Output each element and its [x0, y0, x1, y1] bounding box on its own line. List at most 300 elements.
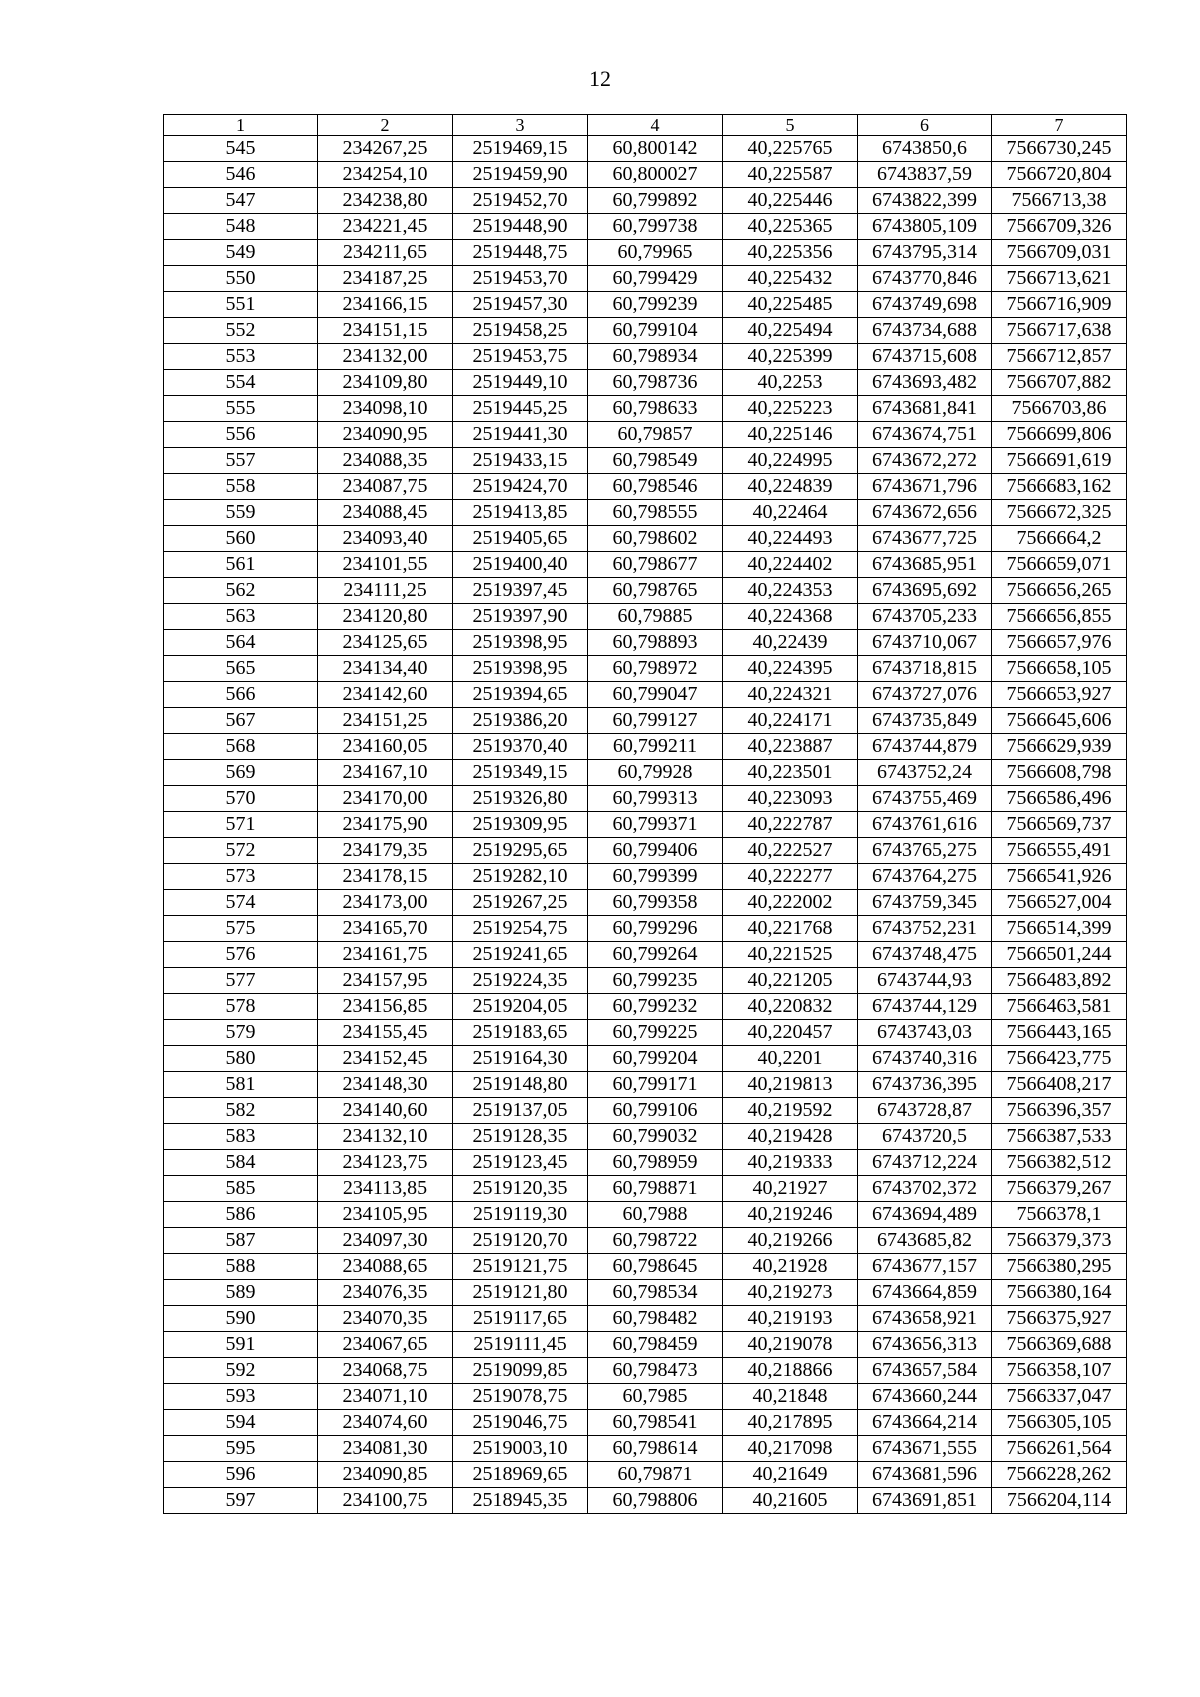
- table-cell: 6743671,796: [858, 474, 992, 500]
- table-row: [164, 1332, 1127, 1358]
- table-cell: 2519121,80: [453, 1280, 588, 1306]
- column-header: 3: [453, 115, 588, 136]
- table-row: [164, 370, 1127, 396]
- table-cell: 6743657,584: [858, 1358, 992, 1384]
- table-cell: 60,79871: [588, 1462, 723, 1488]
- table-cell: 577: [164, 968, 318, 994]
- table-cell: 6743805,109: [858, 214, 992, 240]
- table-row: [164, 942, 1127, 968]
- table-cell: 582: [164, 1098, 318, 1124]
- table-row: [164, 1202, 1127, 1228]
- table-row: [164, 1280, 1127, 1306]
- table-cell: 2519121,75: [453, 1254, 588, 1280]
- table-cell: 7566555,491: [992, 838, 1127, 864]
- table-header: [164, 115, 1127, 136]
- table-cell: 40,22439: [723, 630, 858, 656]
- table-cell: 6743681,841: [858, 396, 992, 422]
- table-row: [164, 188, 1127, 214]
- table-cell: 2519267,25: [453, 890, 588, 916]
- table-cell: 2519003,10: [453, 1436, 588, 1462]
- table-cell: 7566261,564: [992, 1436, 1127, 1462]
- column-header: 2: [318, 115, 453, 136]
- table-cell: 7566379,373: [992, 1228, 1127, 1254]
- table-cell: 548: [164, 214, 318, 240]
- table-cell: 563: [164, 604, 318, 630]
- table-cell: 6743694,489: [858, 1202, 992, 1228]
- table-cell: 7566672,325: [992, 500, 1127, 526]
- table-row: [164, 500, 1127, 526]
- table-cell: 568: [164, 734, 318, 760]
- table-cell: 7566712,857: [992, 344, 1127, 370]
- table-cell: 40,225485: [723, 292, 858, 318]
- table-cell: 234088,35: [318, 448, 453, 474]
- table-cell: 234211,65: [318, 240, 453, 266]
- table-cell: 40,22464: [723, 500, 858, 526]
- table-cell: 6743740,316: [858, 1046, 992, 1072]
- table-row: [164, 630, 1127, 656]
- table-cell: 6743705,233: [858, 604, 992, 630]
- table-cell: 234071,10: [318, 1384, 453, 1410]
- table-row: [164, 1176, 1127, 1202]
- table-cell: 234152,45: [318, 1046, 453, 1072]
- table-cell: 40,225146: [723, 422, 858, 448]
- table-cell: 60,799232: [588, 994, 723, 1020]
- table-cell: 234067,65: [318, 1332, 453, 1358]
- table-cell: 60,799429: [588, 266, 723, 292]
- table-cell: 6743736,395: [858, 1072, 992, 1098]
- table-cell: 7566709,326: [992, 214, 1127, 240]
- table-cell: 40,225432: [723, 266, 858, 292]
- page-number: 12: [589, 66, 611, 91]
- table-cell: 60,798893: [588, 630, 723, 656]
- table-row: [164, 448, 1127, 474]
- table-cell: 40,225587: [723, 162, 858, 188]
- table-cell: 7566463,581: [992, 994, 1127, 1020]
- table-cell: 589: [164, 1280, 318, 1306]
- table-cell: 6743734,688: [858, 318, 992, 344]
- table-cell: 7566501,244: [992, 942, 1127, 968]
- table-cell: 2519370,40: [453, 734, 588, 760]
- table-cell: 40,217098: [723, 1436, 858, 1462]
- table-cell: 596: [164, 1462, 318, 1488]
- table-cell: 7566305,105: [992, 1410, 1127, 1436]
- table-cell: 6743685,951: [858, 552, 992, 578]
- table-cell: 579: [164, 1020, 318, 1046]
- table-cell: 60,799104: [588, 318, 723, 344]
- table-cell: 2519282,10: [453, 864, 588, 890]
- table-cell: 2519119,30: [453, 1202, 588, 1228]
- table-cell: 571: [164, 812, 318, 838]
- table-cell: 60,798722: [588, 1228, 723, 1254]
- table-cell: 40,2201: [723, 1046, 858, 1072]
- table-cell: 6743710,067: [858, 630, 992, 656]
- table-cell: 6743744,879: [858, 734, 992, 760]
- table-cell: 6743685,82: [858, 1228, 992, 1254]
- table-cell: 60,798633: [588, 396, 723, 422]
- table-cell: 40,223501: [723, 760, 858, 786]
- table-cell: 234160,05: [318, 734, 453, 760]
- table-row: [164, 812, 1127, 838]
- table-cell: 234166,15: [318, 292, 453, 318]
- table-cell: 40,219246: [723, 1202, 858, 1228]
- table-cell: 7566716,909: [992, 292, 1127, 318]
- table-cell: 2519459,90: [453, 162, 588, 188]
- table-cell: 234134,40: [318, 656, 453, 682]
- table-cell: 592: [164, 1358, 318, 1384]
- table-cell: 40,224839: [723, 474, 858, 500]
- table-cell: 234167,10: [318, 760, 453, 786]
- table-cell: 7566382,512: [992, 1150, 1127, 1176]
- table-cell: 7566378,1: [992, 1202, 1127, 1228]
- table-cell: 40,219333: [723, 1150, 858, 1176]
- table-cell: 2519123,45: [453, 1150, 588, 1176]
- table-cell: 60,798602: [588, 526, 723, 552]
- table-cell: 40,217895: [723, 1410, 858, 1436]
- table-cell: 2519433,15: [453, 448, 588, 474]
- table-cell: 2519078,75: [453, 1384, 588, 1410]
- table-cell: 2519111,45: [453, 1332, 588, 1358]
- table-cell: 555: [164, 396, 318, 422]
- table-cell: 583: [164, 1124, 318, 1150]
- table-cell: 561: [164, 552, 318, 578]
- table-cell: 7566691,619: [992, 448, 1127, 474]
- table-cell: 2519445,25: [453, 396, 588, 422]
- table-cell: 40,222002: [723, 890, 858, 916]
- table-row: [164, 240, 1127, 266]
- table-cell: 40,224321: [723, 682, 858, 708]
- table-row: [164, 838, 1127, 864]
- table-cell: 234179,35: [318, 838, 453, 864]
- table-cell: 234148,30: [318, 1072, 453, 1098]
- table-cell: 6743755,469: [858, 786, 992, 812]
- table-cell: 594: [164, 1410, 318, 1436]
- table-cell: 547: [164, 188, 318, 214]
- table-cell: 6743677,725: [858, 526, 992, 552]
- table-cell: 7566569,737: [992, 812, 1127, 838]
- table-cell: 40,219273: [723, 1280, 858, 1306]
- table-cell: 2519424,70: [453, 474, 588, 500]
- table-cell: 574: [164, 890, 318, 916]
- table-cell: 60,799738: [588, 214, 723, 240]
- table-cell: 234165,70: [318, 916, 453, 942]
- table-cell: 60,798482: [588, 1306, 723, 1332]
- table-cell: 234187,25: [318, 266, 453, 292]
- table-cell: 40,223887: [723, 734, 858, 760]
- table-row: [164, 864, 1127, 890]
- table-cell: 234081,30: [318, 1436, 453, 1462]
- table-cell: 7566337,047: [992, 1384, 1127, 1410]
- table-cell: 40,222277: [723, 864, 858, 890]
- table-cell: 234151,25: [318, 708, 453, 734]
- table-cell: 2519394,65: [453, 682, 588, 708]
- table-cell: 6743850,6: [858, 136, 992, 162]
- table-cell: 7566683,162: [992, 474, 1127, 500]
- table-cell: 60,798541: [588, 1410, 723, 1436]
- table-cell: 2519469,15: [453, 136, 588, 162]
- table-cell: 2519120,70: [453, 1228, 588, 1254]
- table-cell: 60,79928: [588, 760, 723, 786]
- table-cell: 7566709,031: [992, 240, 1127, 266]
- table-cell: 40,224395: [723, 656, 858, 682]
- table-cell: 60,7985: [588, 1384, 723, 1410]
- table-cell: 234109,80: [318, 370, 453, 396]
- table-cell: 2519457,30: [453, 292, 588, 318]
- table-cell: 6743712,224: [858, 1150, 992, 1176]
- table-cell: 7566396,357: [992, 1098, 1127, 1124]
- table-row: [164, 1046, 1127, 1072]
- table-cell: 2519295,65: [453, 838, 588, 864]
- table-cell: 7566656,265: [992, 578, 1127, 604]
- table-cell: 2519137,05: [453, 1098, 588, 1124]
- table-row: [164, 1410, 1127, 1436]
- table-cell: 7566228,262: [992, 1462, 1127, 1488]
- table-cell: 234120,80: [318, 604, 453, 630]
- table-cell: 40,225765: [723, 136, 858, 162]
- table-cell: 565: [164, 656, 318, 682]
- table-cell: 6743664,214: [858, 1410, 992, 1436]
- table-cell: 6743691,851: [858, 1488, 992, 1514]
- table-row: [164, 1150, 1127, 1176]
- table-cell: 6743674,751: [858, 422, 992, 448]
- table-cell: 6743765,275: [858, 838, 992, 864]
- table-cell: 40,225494: [723, 318, 858, 344]
- table-cell: 40,219266: [723, 1228, 858, 1254]
- table-row: [164, 734, 1127, 760]
- table-cell: 554: [164, 370, 318, 396]
- table-cell: 7566387,533: [992, 1124, 1127, 1150]
- column-header: 5: [723, 115, 858, 136]
- table-cell: 2519398,95: [453, 656, 588, 682]
- table-cell: 2519120,35: [453, 1176, 588, 1202]
- table-cell: 234076,35: [318, 1280, 453, 1306]
- table-cell: 60,798645: [588, 1254, 723, 1280]
- table-row: [164, 1488, 1127, 1514]
- table-cell: 60,799235: [588, 968, 723, 994]
- table-cell: 234097,30: [318, 1228, 453, 1254]
- table-cell: 234090,95: [318, 422, 453, 448]
- table-cell: 6743695,692: [858, 578, 992, 604]
- table-cell: 6743677,157: [858, 1254, 992, 1280]
- table-cell: 40,222527: [723, 838, 858, 864]
- table-cell: 588: [164, 1254, 318, 1280]
- table-cell: 6743702,372: [858, 1176, 992, 1202]
- column-header: 6: [858, 115, 992, 136]
- coordinates-table: [163, 114, 1127, 1514]
- table-cell: 60,799892: [588, 188, 723, 214]
- table-cell: 7566653,927: [992, 682, 1127, 708]
- table-row: [164, 474, 1127, 500]
- table-cell: 40,220832: [723, 994, 858, 1020]
- table-cell: 7566204,114: [992, 1488, 1127, 1514]
- table-cell: 234161,75: [318, 942, 453, 968]
- table-row: [164, 422, 1127, 448]
- table-cell: 2519453,75: [453, 344, 588, 370]
- table-cell: 60,798459: [588, 1332, 723, 1358]
- table-cell: 545: [164, 136, 318, 162]
- table-cell: 60,798555: [588, 500, 723, 526]
- table-row: [164, 968, 1127, 994]
- table-row: [164, 604, 1127, 630]
- table-cell: 570: [164, 786, 318, 812]
- table-cell: 2519309,95: [453, 812, 588, 838]
- table-cell: 60,799171: [588, 1072, 723, 1098]
- table-cell: 40,224171: [723, 708, 858, 734]
- table-cell: 234111,25: [318, 578, 453, 604]
- table-cell: 60,799371: [588, 812, 723, 838]
- table-cell: 40,225399: [723, 344, 858, 370]
- table-row: [164, 682, 1127, 708]
- table-row: [164, 214, 1127, 240]
- table-cell: 7566659,071: [992, 552, 1127, 578]
- table-cell: 40,224368: [723, 604, 858, 630]
- table-cell: 595: [164, 1436, 318, 1462]
- table-cell: 234142,60: [318, 682, 453, 708]
- table-cell: 234068,75: [318, 1358, 453, 1384]
- table-cell: 549: [164, 240, 318, 266]
- table-cell: 234087,75: [318, 474, 453, 500]
- table-cell: 7566483,892: [992, 968, 1127, 994]
- table-cell: 2519148,80: [453, 1072, 588, 1098]
- table-cell: 60,798546: [588, 474, 723, 500]
- table-cell: 2519448,75: [453, 240, 588, 266]
- table-cell: 2519386,20: [453, 708, 588, 734]
- table-cell: 6743837,59: [858, 162, 992, 188]
- table-cell: 2519441,30: [453, 422, 588, 448]
- table-cell: 60,798959: [588, 1150, 723, 1176]
- table-cell: 6743795,314: [858, 240, 992, 266]
- table-cell: 40,219428: [723, 1124, 858, 1150]
- table-cell: 7566707,882: [992, 370, 1127, 396]
- table-cell: 2519397,45: [453, 578, 588, 604]
- table-body: [164, 136, 1127, 1514]
- table-cell: 7566730,245: [992, 136, 1127, 162]
- table-cell: 6743664,859: [858, 1280, 992, 1306]
- table-cell: 2519046,75: [453, 1410, 588, 1436]
- table-cell: 40,225365: [723, 214, 858, 240]
- table-cell: 558: [164, 474, 318, 500]
- table-row: [164, 578, 1127, 604]
- table-row: [164, 344, 1127, 370]
- table-cell: 6743744,129: [858, 994, 992, 1020]
- table-cell: 7566645,606: [992, 708, 1127, 734]
- table-cell: 7566608,798: [992, 760, 1127, 786]
- table-row: [164, 396, 1127, 422]
- table-cell: 60,799239: [588, 292, 723, 318]
- table-cell: 6743656,313: [858, 1332, 992, 1358]
- table-cell: 40,224493: [723, 526, 858, 552]
- table-cell: 2519117,65: [453, 1306, 588, 1332]
- table-cell: 234155,45: [318, 1020, 453, 1046]
- table-cell: 2519224,35: [453, 968, 588, 994]
- table-cell: 556: [164, 422, 318, 448]
- table-cell: 60,798534: [588, 1280, 723, 1306]
- table-cell: 590: [164, 1306, 318, 1332]
- table-cell: 40,222787: [723, 812, 858, 838]
- table-cell: 234093,40: [318, 526, 453, 552]
- table-cell: 7566664,2: [992, 526, 1127, 552]
- table-cell: 2518969,65: [453, 1462, 588, 1488]
- table-cell: 60,798549: [588, 448, 723, 474]
- table-row: [164, 1072, 1127, 1098]
- table-cell: 234267,25: [318, 136, 453, 162]
- table-cell: 2519458,25: [453, 318, 588, 344]
- table-cell: 60,798677: [588, 552, 723, 578]
- table-cell: 60,799296: [588, 916, 723, 942]
- table-cell: 2519349,15: [453, 760, 588, 786]
- table-row: [164, 162, 1127, 188]
- table-cell: 7566408,217: [992, 1072, 1127, 1098]
- table-cell: 7566720,804: [992, 162, 1127, 188]
- table-cell: 234125,65: [318, 630, 453, 656]
- table-cell: 6743728,87: [858, 1098, 992, 1124]
- table-cell: 60,799313: [588, 786, 723, 812]
- table-cell: 553: [164, 344, 318, 370]
- table-cell: 597: [164, 1488, 318, 1514]
- table-cell: 6743759,345: [858, 890, 992, 916]
- table-cell: 7566527,004: [992, 890, 1127, 916]
- table-cell: 7566586,496: [992, 786, 1127, 812]
- table-cell: 60,798806: [588, 1488, 723, 1514]
- table-cell: 6743681,596: [858, 1462, 992, 1488]
- table-cell: 234132,00: [318, 344, 453, 370]
- table-cell: 6743743,03: [858, 1020, 992, 1046]
- table-cell: 40,219813: [723, 1072, 858, 1098]
- table-row: [164, 292, 1127, 318]
- table-cell: 593: [164, 1384, 318, 1410]
- table-cell: 7566699,806: [992, 422, 1127, 448]
- table-cell: 575: [164, 916, 318, 942]
- table-row: [164, 136, 1127, 162]
- table-cell: 234151,15: [318, 318, 453, 344]
- table-cell: 587: [164, 1228, 318, 1254]
- table-cell: 6743693,482: [858, 370, 992, 396]
- table-cell: 580: [164, 1046, 318, 1072]
- table-cell: 234132,10: [318, 1124, 453, 1150]
- table-cell: 60,799106: [588, 1098, 723, 1124]
- table-cell: 7566423,775: [992, 1046, 1127, 1072]
- table-cell: 6743752,24: [858, 760, 992, 786]
- table-cell: 60,798736: [588, 370, 723, 396]
- table-cell: 6743660,244: [858, 1384, 992, 1410]
- table-cell: 234157,95: [318, 968, 453, 994]
- header-row: [164, 115, 1127, 136]
- table-cell: 60,799211: [588, 734, 723, 760]
- table-cell: 6743822,399: [858, 188, 992, 214]
- table-row: [164, 1124, 1127, 1150]
- table-cell: 234254,10: [318, 162, 453, 188]
- table-cell: 546: [164, 162, 318, 188]
- table-cell: 567: [164, 708, 318, 734]
- table-cell: 2519241,65: [453, 942, 588, 968]
- table-cell: 60,799399: [588, 864, 723, 890]
- table-cell: 40,2253: [723, 370, 858, 396]
- table-row: [164, 708, 1127, 734]
- table-cell: 7566358,107: [992, 1358, 1127, 1384]
- table-cell: 40,219078: [723, 1332, 858, 1358]
- table-cell: 552: [164, 318, 318, 344]
- table-cell: 7566443,165: [992, 1020, 1127, 1046]
- table-cell: 2519326,80: [453, 786, 588, 812]
- table-cell: 6743671,555: [858, 1436, 992, 1462]
- table-row: [164, 994, 1127, 1020]
- table-cell: 234173,00: [318, 890, 453, 916]
- table-cell: 7566375,927: [992, 1306, 1127, 1332]
- table-cell: 234175,90: [318, 812, 453, 838]
- table-cell: 6743735,849: [858, 708, 992, 734]
- table-cell: 7566379,267: [992, 1176, 1127, 1202]
- table-cell: 234178,15: [318, 864, 453, 890]
- table-cell: 2519398,95: [453, 630, 588, 656]
